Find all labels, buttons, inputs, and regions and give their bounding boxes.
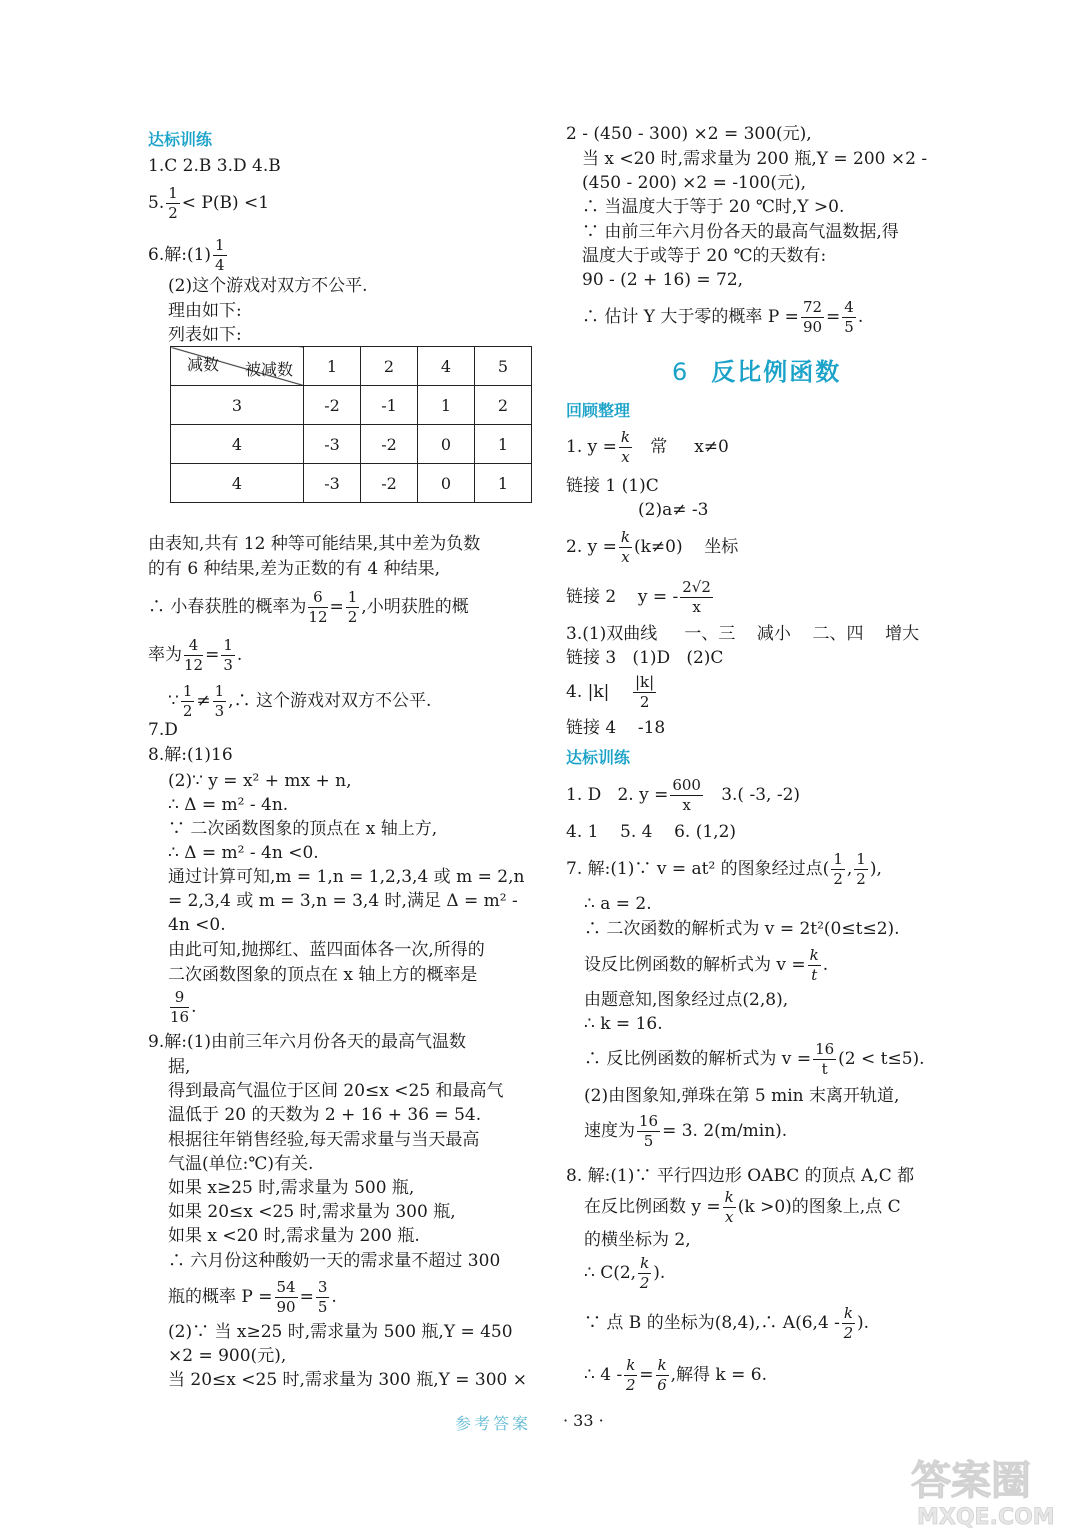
- answer-line: 通过计算可知,m = 1,n = 1,2,3,4 或 m = 2,n: [168, 867, 525, 887]
- answer-line: ∵ 二次函数图象的顶点在 x 轴上方,: [168, 819, 438, 839]
- table-cell: -3: [304, 425, 361, 464]
- table-cell: -2: [304, 386, 361, 425]
- answer-line: 温度大于或等于 20 ℃的天数有:: [582, 246, 827, 266]
- table-cell: -1: [361, 386, 418, 425]
- answer-line: 8. 解:(1)∵ 平行四边形 OABC 的顶点 A,C 都: [566, 1166, 915, 1186]
- table-cell: 2: [475, 386, 532, 425]
- table-corner-cell: [171, 347, 304, 386]
- table-cell: -2: [361, 425, 418, 464]
- answer-line: 6.解:(1) $\frac{1}{4}$: [148, 236, 225, 274]
- footer-label: 参考答案: [455, 1414, 532, 1433]
- answer-line: 5. $\frac{1}{2}$ < P(B) <1: [148, 184, 270, 222]
- table-cell: -3: [304, 464, 361, 503]
- answer-line: ∴ 4 - $\frac{k}{2}$ = $\frac{k}{6}$ ,解得 k = 6.: [584, 1356, 768, 1394]
- answer-line: ∴ 当温度大于等于 20 ℃时,Y >0.: [582, 197, 845, 217]
- difference-table: [170, 346, 532, 503]
- answer-line: 1.C 2.B 3.D 4.B: [148, 156, 281, 176]
- answer-line: ∴ a = 2.: [584, 894, 652, 914]
- table-cell: 0: [418, 425, 475, 464]
- table-col-header: 1: [304, 347, 361, 386]
- answer-line: 根据往年销售经验,每天需求量与当天最高: [168, 1130, 480, 1150]
- answer-line: 7.D: [148, 720, 178, 740]
- section-heading: 达标训练: [148, 130, 213, 149]
- answer-line: 1. D 2. y = $\frac{600}{x}$ 3.( -3, -2): [566, 776, 801, 814]
- answer-line: 列表如下:: [168, 325, 242, 345]
- answer-line: ∵ 点 B 的坐标为(8,4),∴ A(6,4 - $\frac{k}{2}$ ).: [584, 1304, 870, 1342]
- answer-line: 4. |k| $\frac{|k|}{2}$: [566, 673, 655, 711]
- answer-line: 据,: [168, 1057, 191, 1077]
- answer-line: 8.解:(1)16: [148, 745, 233, 765]
- answer-line: 二次函数图象的顶点在 x 轴上方的概率是: [168, 965, 478, 985]
- svg-text:MXQE.COM: MXQE.COM: [917, 1505, 1055, 1530]
- answer-line: 4n <0.: [168, 915, 226, 935]
- answer-line: 得到最高气温位于区间 20≤x <25 和最高气: [168, 1081, 504, 1101]
- answer-line: 由表知,共有 12 种等可能结果,其中差为负数: [148, 534, 481, 554]
- answer-line: 如果 x <20 时,需求量为 200 瓶.: [168, 1226, 420, 1246]
- answer-line: 当 20≤x <25 时,需求量为 300 瓶,Y = 300 ×: [168, 1370, 527, 1390]
- table-col-header: 5: [475, 347, 532, 386]
- answer-line: 4. 1 5. 4 6. (1,2): [566, 822, 737, 842]
- answer-line: ∴ C(2, $\frac{k}{2}$ ).: [584, 1254, 666, 1292]
- answer-line: ∴ 小春获胜的概率为 $\frac{6}{12}$ = $\frac{1}{2}$ ,小明获胜的概: [148, 588, 469, 626]
- answer-line: ∴ Δ = m² - 4n <0.: [168, 843, 319, 863]
- answer-line: ∵ 由前三年六月份各天的最高气温数据,得: [582, 222, 899, 242]
- table-col-header: 4: [418, 347, 475, 386]
- table-row-header: 4: [171, 425, 304, 464]
- table-cell: 0: [418, 464, 475, 503]
- chapter-title-text: 反比例函数: [711, 358, 842, 386]
- answer-line: (2)由图象知,弹珠在第 5 min 末离开轨道,: [584, 1086, 900, 1106]
- answer-line: 链接 4 -18: [566, 718, 666, 738]
- answer-line: 链接 3 (1)D (2)C: [566, 648, 724, 668]
- answer-line: $\frac{9}{16}$ .: [170, 988, 197, 1026]
- answer-line: ∴ Δ = m² - 4n.: [168, 795, 289, 815]
- table-row: [171, 386, 532, 425]
- answer-line: 率为 $\frac{4}{12}$ = $\frac{1}{3}$ .: [148, 636, 243, 674]
- answer-line: = 2,3,4 或 m = 3,n = 3,4 时,满足 Δ = m² -: [168, 891, 518, 911]
- answer-line: 1. y = $\frac{k}{x}$ 常 x≠0: [566, 428, 729, 466]
- answer-line: 在反比例函数 y = $\frac{k}{x}$ (k >0)的图象上,点 C: [584, 1188, 901, 1226]
- table-row-header: 3: [171, 386, 304, 425]
- answer-line: 3.(1)双曲线 一、三 减小 二、四 增大: [566, 624, 920, 644]
- answer-line: 由题意知,图象经过点(2,8),: [584, 990, 789, 1010]
- answer-line: (2)∵ y = x² + mx + n,: [168, 771, 352, 791]
- answer-line: 链接 2 y = - $\frac{2√2}{x}$: [566, 578, 711, 616]
- chapter-title: [672, 352, 841, 387]
- table-header-row: [171, 347, 532, 386]
- answer-line: 气温(单位:℃)有关.: [168, 1154, 314, 1174]
- section-heading: 回顾整理: [566, 401, 631, 420]
- answer-line: 当 x <20 时,需求量为 200 瓶,Y = 200 ×2 -: [582, 149, 928, 169]
- answer-line: 9.解:(1)由前三年六月份各天的最高气温数: [148, 1032, 467, 1052]
- answer-line: ∵ $\frac{1}{2}$ ≠ $\frac{1}{3}$ ,∴ 这个游戏对双方不公平.: [168, 682, 432, 720]
- answer-line: 理由如下:: [168, 301, 242, 321]
- answer-line: ∴ k = 16.: [584, 1014, 663, 1034]
- answer-line: ∴ 反比例函数的解析式为 v = $\frac{16}{t}$ (2 < t≤5).: [584, 1040, 925, 1078]
- answer-line: 温低于 20 的天数为 2 + 16 + 36 = 54.: [168, 1105, 482, 1125]
- table-cell: -2: [361, 464, 418, 503]
- answer-line: ×2 = 900(元),: [168, 1346, 287, 1366]
- section-heading: 达标训练: [566, 748, 631, 767]
- answer-line: (2)a≠ -3: [638, 500, 709, 520]
- answer-line: 瓶的概率 P = $\frac{54}{90}$ = $\frac{3}{5}$ .: [168, 1278, 337, 1316]
- answer-line: 由此可知,抛掷红、蓝四面体各一次,所得的: [168, 940, 485, 960]
- answer-line: 链接 1 (1)C: [566, 476, 659, 496]
- watermark-logo: [903, 1450, 1063, 1530]
- answer-line: 速度为 $\frac{16}{5}$ = 3. 2(m/min).: [584, 1112, 788, 1150]
- answer-line: 90 - (2 + 16) = 72,: [582, 270, 744, 290]
- answer-line: (2)∵ 当 x≥25 时,需求量为 500 瓶,Y = 450: [168, 1322, 513, 1342]
- table-col-header: 2: [361, 347, 418, 386]
- page-number: · 33 ·: [563, 1411, 604, 1430]
- answer-line: ∴ 六月份这种酸奶一天的需求量不超过 300: [168, 1251, 501, 1271]
- svg-text:答案圈: 答案圈: [911, 1458, 1031, 1504]
- answer-line: ∴ 估计 Y 大于零的概率 P = $\frac{72}{90}$ = $\frac{4}{5}$ .: [582, 298, 864, 336]
- table-row: [171, 464, 532, 503]
- chapter-number: 6: [672, 358, 690, 386]
- answer-line: 2 - (450 - 300) ×2 = 300(元),: [566, 124, 812, 144]
- corner-label-minuend: 被减数: [244, 360, 293, 379]
- answer-line: (2)这个游戏对双方不公平.: [168, 276, 368, 296]
- table-cell: 1: [475, 464, 532, 503]
- answer-line: 的横坐标为 2,: [584, 1230, 691, 1250]
- answer-line: (450 - 200) ×2 = -100(元),: [582, 173, 807, 193]
- table-cell: 1: [418, 386, 475, 425]
- answer-line: 2. y = $\frac{k}{x}$ (k≠0) 坐标: [566, 528, 739, 566]
- answer-line: 设反比例函数的解析式为 v = $\frac{k}{t}$ .: [584, 946, 829, 984]
- answer-line: 的有 6 种结果,差为正数的有 4 种结果,: [148, 559, 441, 579]
- corner-label-subtrahend: 减数: [187, 355, 220, 374]
- answer-line: ∴ 二次函数的解析式为 v = 2t²(0≤t≤2).: [584, 919, 900, 939]
- answer-line: 如果 x≥25 时,需求量为 500 瓶,: [168, 1178, 415, 1198]
- answer-line: 7. 解:(1)∵ v = at² 的图象经过点( $\frac{1}{2}$ , $\frac{1}{2}$ ),: [566, 850, 882, 888]
- table-row-header: 4: [171, 464, 304, 503]
- table-cell: 1: [475, 425, 532, 464]
- table-row: [171, 425, 532, 464]
- answer-line: 如果 20≤x <25 时,需求量为 300 瓶,: [168, 1202, 456, 1222]
